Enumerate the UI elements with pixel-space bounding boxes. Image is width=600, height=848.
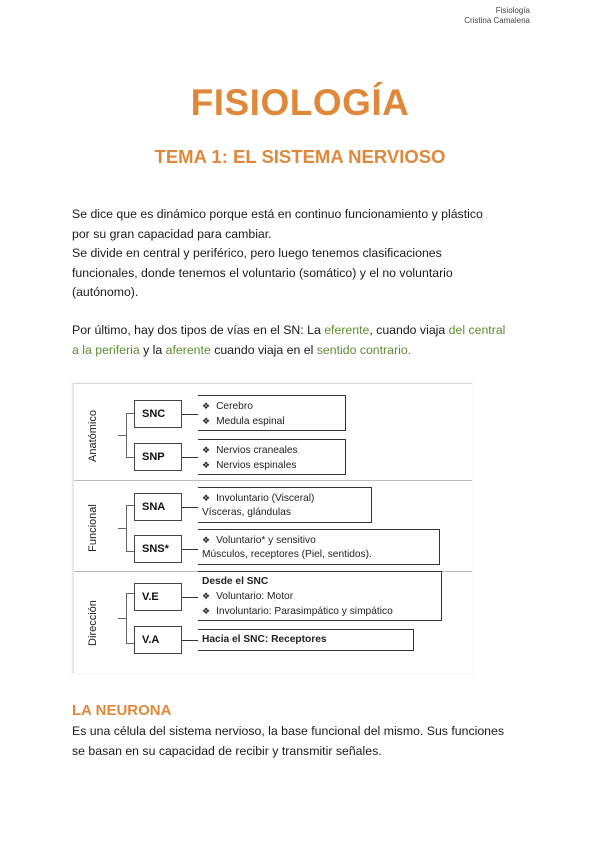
brace-tick [118,435,126,436]
brace-tick [126,413,134,414]
ve-item: Voluntario: Motor [216,591,294,602]
page-header [464,6,530,26]
va-item: Hacia el SNC: Receptores [202,634,327,645]
document-title: FISIOLOGÍA [190,82,410,123]
vias-paragraph [72,321,542,360]
group-label-direccion: Dirección [87,600,99,646]
ve-detail-heading: Desde el SNC [202,576,269,587]
sns-item: Músculos, receptores (Piel, sentidos). [202,549,372,560]
group-label-funcional: Funcional [87,504,99,552]
sns-connector [182,549,198,550]
snp-item: Nervios espinales [216,460,297,471]
snp-item: Nervios craneales [216,445,298,456]
snc-connector [182,414,198,415]
diamond-bullet-icon: ❖ [202,535,211,545]
document-subtitle: TEMA 1: EL SISTEMA NERVIOSO [154,146,446,167]
ve-connector [182,597,198,598]
diamond-bullet-icon: ❖ [202,416,211,426]
brace-funcional [126,505,132,551]
sna-item: Involuntario (Visceral) [216,493,315,504]
vias-line-2 [72,341,542,361]
intro-line: por su gran capacidad para cambiar. [72,226,272,241]
header-author: Cristina Camalena [464,16,530,25]
brace-anatomico [126,413,132,457]
sns-detail-line [202,533,435,548]
brace-tick [126,551,134,552]
diagram-border-top [72,383,472,384]
intro-line: (autónomo). [72,285,139,300]
snp-box [134,443,182,471]
neurona-line: se basan en su capacidad de recibir y transmitir señales. [72,743,382,758]
sna-item: Vísceras, glándulas [202,507,291,518]
eferente-direction-cont: a la periferia [72,342,140,357]
intro-line: funcionales, donde tenemos el voluntario (somático) y el no voluntario [72,265,453,280]
brace-direccion [126,593,132,643]
snc-item: Medula espinal [216,416,285,427]
snc-detail-line [202,399,341,414]
sns-detail [198,529,440,565]
brace-tick [126,643,134,644]
ve-detail-line [202,604,437,619]
aferente-direction: sentido contrario. [316,342,412,357]
header-subject: Fisiología [495,6,530,15]
section-heading-neurona: LA NEURONA [72,702,172,719]
brace-tick [126,505,134,506]
nervous-system-diagram [72,383,472,673]
brace-tick [118,528,126,529]
diamond-bullet-icon: ❖ [202,591,211,601]
eferente-direction: del central [448,323,506,337]
vias-line-1 [72,321,542,341]
sna-detail-line [202,491,367,506]
eferente-term: eferente [324,323,370,337]
va-connector [182,640,198,641]
ve-box [134,583,182,611]
va-label: V.A [142,634,160,646]
sna-box [134,493,182,521]
brace-tick [126,457,134,458]
aferente-term: aferente [165,342,211,357]
snc-label: SNC [142,408,166,420]
diamond-bullet-icon: ❖ [202,445,211,455]
diamond-bullet-icon: ❖ [202,606,211,616]
ve-label: V.E [142,591,159,603]
brace-tick [126,593,134,594]
diamond-bullet-icon: ❖ [202,493,211,503]
sns-label: SNS* [142,543,169,555]
neurona-line: Es una célula del sistema nervioso, la base funcional del mismo. Sus funciones [72,724,504,738]
va-box [134,626,182,654]
brace-tick [118,618,126,619]
sna-label: SNA [142,501,166,513]
diamond-bullet-icon: ❖ [202,401,211,411]
va-detail-line [202,633,409,647]
ve-detail-line [202,589,437,604]
ve-item: Involuntario: Parasimpático y simpático [216,606,393,617]
intro-line: Se divide en central y periférico, pero luego tenemos clasificaciones [72,246,442,261]
sns-box [134,535,182,563]
sna-detail [198,487,372,523]
snc-detail-line [202,414,341,429]
sna-detail-line [202,506,367,520]
vias-text: Por último, hay dos tipos de vías en el SN: La [72,323,325,337]
snp-label: SNP [142,451,165,463]
va-detail [198,629,414,651]
ve-detail [198,571,442,621]
diamond-bullet-icon: ❖ [202,460,211,470]
group-label-anatomico: Anatómico [87,410,99,462]
group-separator [74,480,472,481]
sna-connector [182,507,198,508]
snc-box [134,400,182,428]
sns-item: Voluntario* y sensitivo [216,535,316,546]
diagram-border-left [72,383,74,673]
neurona-paragraph [72,722,542,761]
intro-paragraph [72,205,542,303]
intro-line: Se dice que es dinámico porque está en continuo funcionamiento y plástico [72,207,483,221]
snp-detail-line [202,443,341,458]
snp-detail-line [202,458,341,473]
vias-text: cuando viaja en el [210,342,317,357]
vias-text: , cuando viaja [369,323,449,337]
snc-item: Cerebro [216,401,253,412]
sns-detail-line [202,548,435,562]
snp-connector [182,457,198,458]
vias-text: y la [139,342,166,357]
snc-detail [198,395,346,431]
snp-detail [198,439,346,475]
